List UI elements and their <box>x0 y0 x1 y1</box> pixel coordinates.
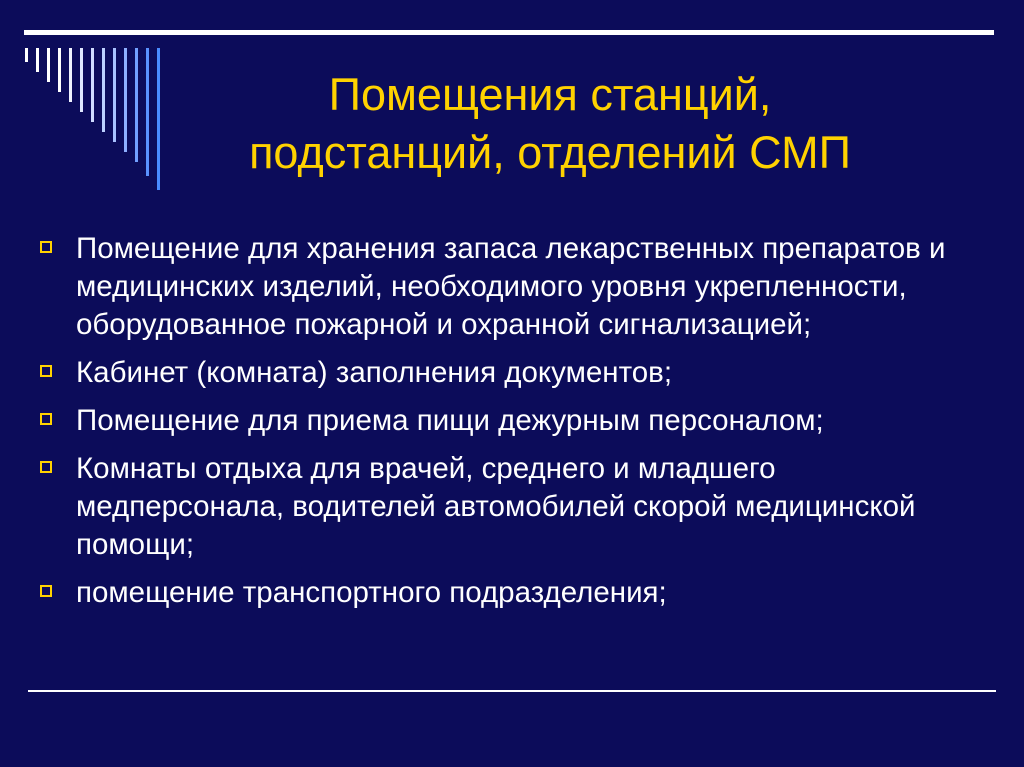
deco-bar <box>113 48 116 142</box>
bullet-item <box>38 354 978 392</box>
deco-bar <box>91 48 94 122</box>
deco-bar <box>69 48 72 102</box>
deco-bar <box>157 48 160 190</box>
decorative-bars <box>0 0 180 210</box>
hollow-square-icon <box>40 413 52 425</box>
bullet-text: Помещение для хранения запаса лекарственных препаратов и медицинских изделий, необходимого уровня укрепленности, оборудованное пожарной и охранной сигнализацией; <box>76 232 946 341</box>
bullet-text: помещение транспортного подразделения; <box>76 576 667 609</box>
deco-bar <box>58 48 61 92</box>
bullet-item <box>38 574 978 612</box>
bullet-list <box>38 230 978 622</box>
hollow-square-icon <box>40 585 52 597</box>
deco-bar <box>135 48 138 162</box>
bullet-text: Комнаты отдыха для врачей, среднего и младшего медперсонала, водителей автомобилей скорой медицинской помощи; <box>76 452 916 561</box>
deco-bar <box>124 48 127 152</box>
deco-bar <box>36 48 39 72</box>
bullet-item <box>38 402 978 440</box>
deco-bar <box>25 48 28 62</box>
deco-bar <box>146 48 149 176</box>
hollow-square-icon <box>40 365 52 377</box>
deco-bar <box>80 48 83 112</box>
bottom-rule <box>28 690 996 692</box>
title-line-1: Помещения станций, <box>328 69 772 120</box>
bullet-item <box>38 450 978 564</box>
title-line-2: подстанций, отделений СМП <box>249 127 851 178</box>
bullet-text: Кабинет (комната) заполнения документов; <box>76 356 673 389</box>
hollow-square-icon <box>40 461 52 473</box>
hollow-square-icon <box>40 241 52 253</box>
bullet-item <box>38 230 978 344</box>
deco-bar <box>47 48 50 82</box>
slide-title <box>170 66 930 182</box>
deco-bar <box>102 48 105 132</box>
bullet-text: Помещение для приема пищи дежурным персоналом; <box>76 404 824 437</box>
